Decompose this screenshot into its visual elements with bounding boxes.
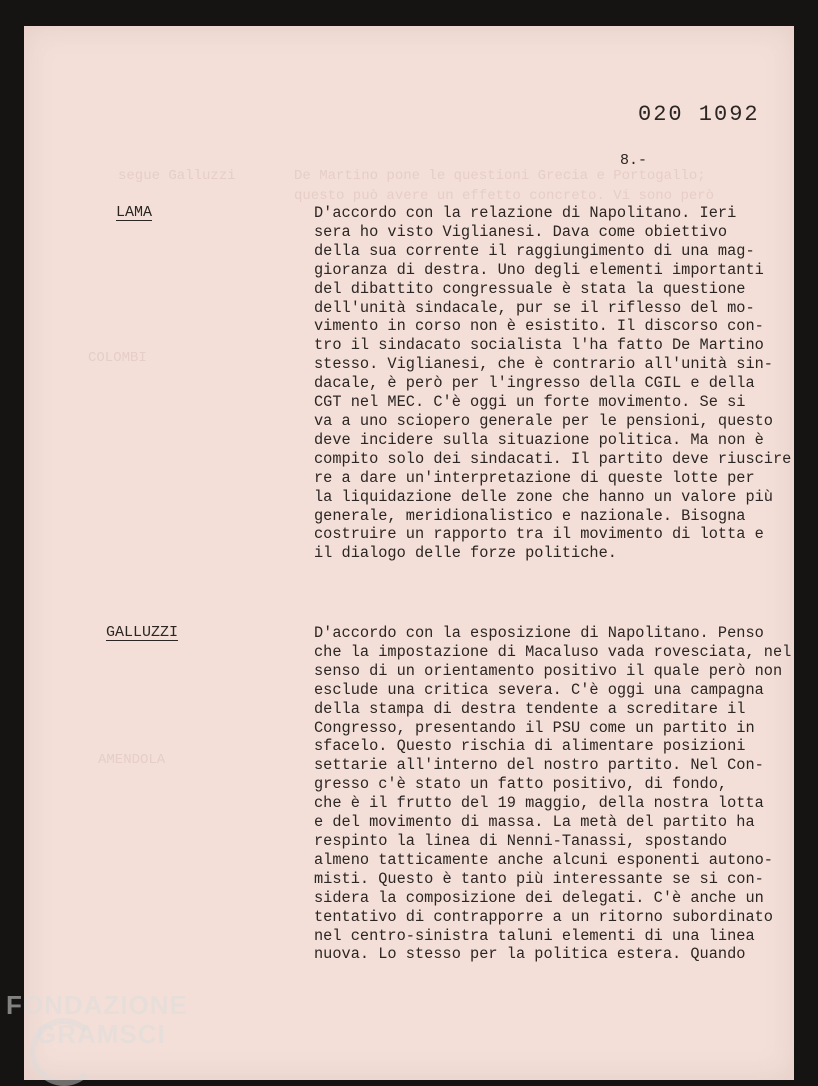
text-line: la liquidazione delle zone che hanno un valore più: [314, 487, 773, 506]
text-line: nuova. Lo stesso per la politica estera. Quando: [314, 945, 746, 964]
text-line: compito solo dei sindacati. Il partito deve riuscire: [314, 449, 792, 468]
text-line: D'accordo con la esposizione di Napolitano. Penso: [314, 624, 764, 642]
text-line: che è il frutto del 19 maggio, della nostra lotta: [314, 794, 764, 813]
bleed-through-speaker: COLOMBI: [88, 350, 147, 366]
text-line: e del movimento di massa. La metà del partito ha: [314, 813, 755, 832]
text-line: vimento in corso non è esistito. Il discorso con-: [314, 317, 764, 336]
text-line: dacale, è però per l'ingresso della CGIL e della: [314, 374, 755, 393]
text-line: va a uno sciopero generale per le pensioni, questo: [314, 411, 773, 430]
speech-text: [314, 204, 794, 563]
text-line: CGT nel MEC. C'è oggi un forte movimento. Se si: [314, 393, 746, 412]
text-line: stesso. Viglianesi, che è contrario all'unità sin-: [314, 355, 773, 374]
text-line: della stampa di destra tendente a screditare il: [314, 699, 746, 718]
text-line: tro il sindacato socialista l'ha fatto De Martino: [314, 336, 764, 355]
text-line: settarie all'interno del nostro partito. Nel Con-: [314, 756, 764, 775]
watermark: [6, 990, 188, 1050]
text-line: generale, meridionalistico e nazionale. Bisogna: [314, 506, 746, 525]
bleed-through-speaker: AMENDOLA: [98, 752, 166, 768]
bleed-through-line: questo può avere un effetto concreto. Vi sono però: [294, 188, 715, 204]
text-line: che la impostazione di Macaluso vada rovesciata, nel: [314, 642, 792, 661]
text-line: re a dare un'interpretazione di queste lotte per: [314, 468, 755, 487]
watermark-line: FONDAZIONE: [6, 990, 188, 1020]
document-number: 020 1092: [638, 102, 760, 127]
text-line: almeno tatticamente anche alcuni esponenti autono-: [314, 850, 773, 869]
text-line: misti. Questo è tanto più interessante se si con-: [314, 869, 764, 888]
text-line: D'accordo con la relazione di Napolitano. Ieri: [314, 204, 737, 222]
text-line: tentativo di contrapporre a un ritorno subordinato: [314, 907, 773, 926]
text-line: sera ho visto Viglianesi. Dava come obiettivo: [314, 222, 728, 241]
text-line: il dialogo delle forze politiche.: [314, 544, 617, 563]
speaker-name: LAMA: [116, 204, 153, 221]
bleed-through-speaker: segue Galluzzi: [118, 168, 236, 184]
text-line: del dibattito congressuale è stata la questione: [314, 279, 746, 298]
bleed-through-line: De Martino pone le questioni Grecia e Portogallo;: [294, 168, 706, 184]
text-line: sfacelo. Questo rischia di alimentare posizioni: [314, 737, 746, 756]
text-line: gresso c'è stato un fatto positivo, di fondo,: [314, 775, 728, 794]
document-page: [24, 26, 794, 1080]
text-line: deve incidere sulla situazione politica. Ma non è: [314, 430, 764, 449]
speech-text: [314, 624, 794, 964]
text-line: nel centro-sinistra taluni elementi di una linea: [314, 926, 755, 945]
page-number: 8.-: [620, 152, 648, 169]
text-line: della sua corrente il raggiungimento di una mag-: [314, 241, 755, 260]
text-line: dell'unità sindacale, pur se il riflesso del mo-: [314, 298, 755, 317]
text-line: respinto la linea di Nenni-Tanassi, spostando: [314, 831, 728, 850]
text-line: senso di un orientamento positivo il quale però non: [314, 661, 783, 680]
text-line: costruire un rapporto tra il movimento di lotta e: [314, 525, 764, 544]
speaker-name: GALLUZZI: [106, 624, 179, 641]
text-line: sidera la composizione dei delegati. C'è anche un: [314, 888, 764, 907]
text-line: esclude una critica severa. C'è oggi una campagna: [314, 680, 764, 699]
watermark-line: GRAMSCI: [36, 1019, 166, 1049]
text-line: Congresso, presentando il PSU come un partito in: [314, 718, 755, 737]
text-line: gioranza di destra. Uno degli elementi importanti: [314, 260, 764, 279]
